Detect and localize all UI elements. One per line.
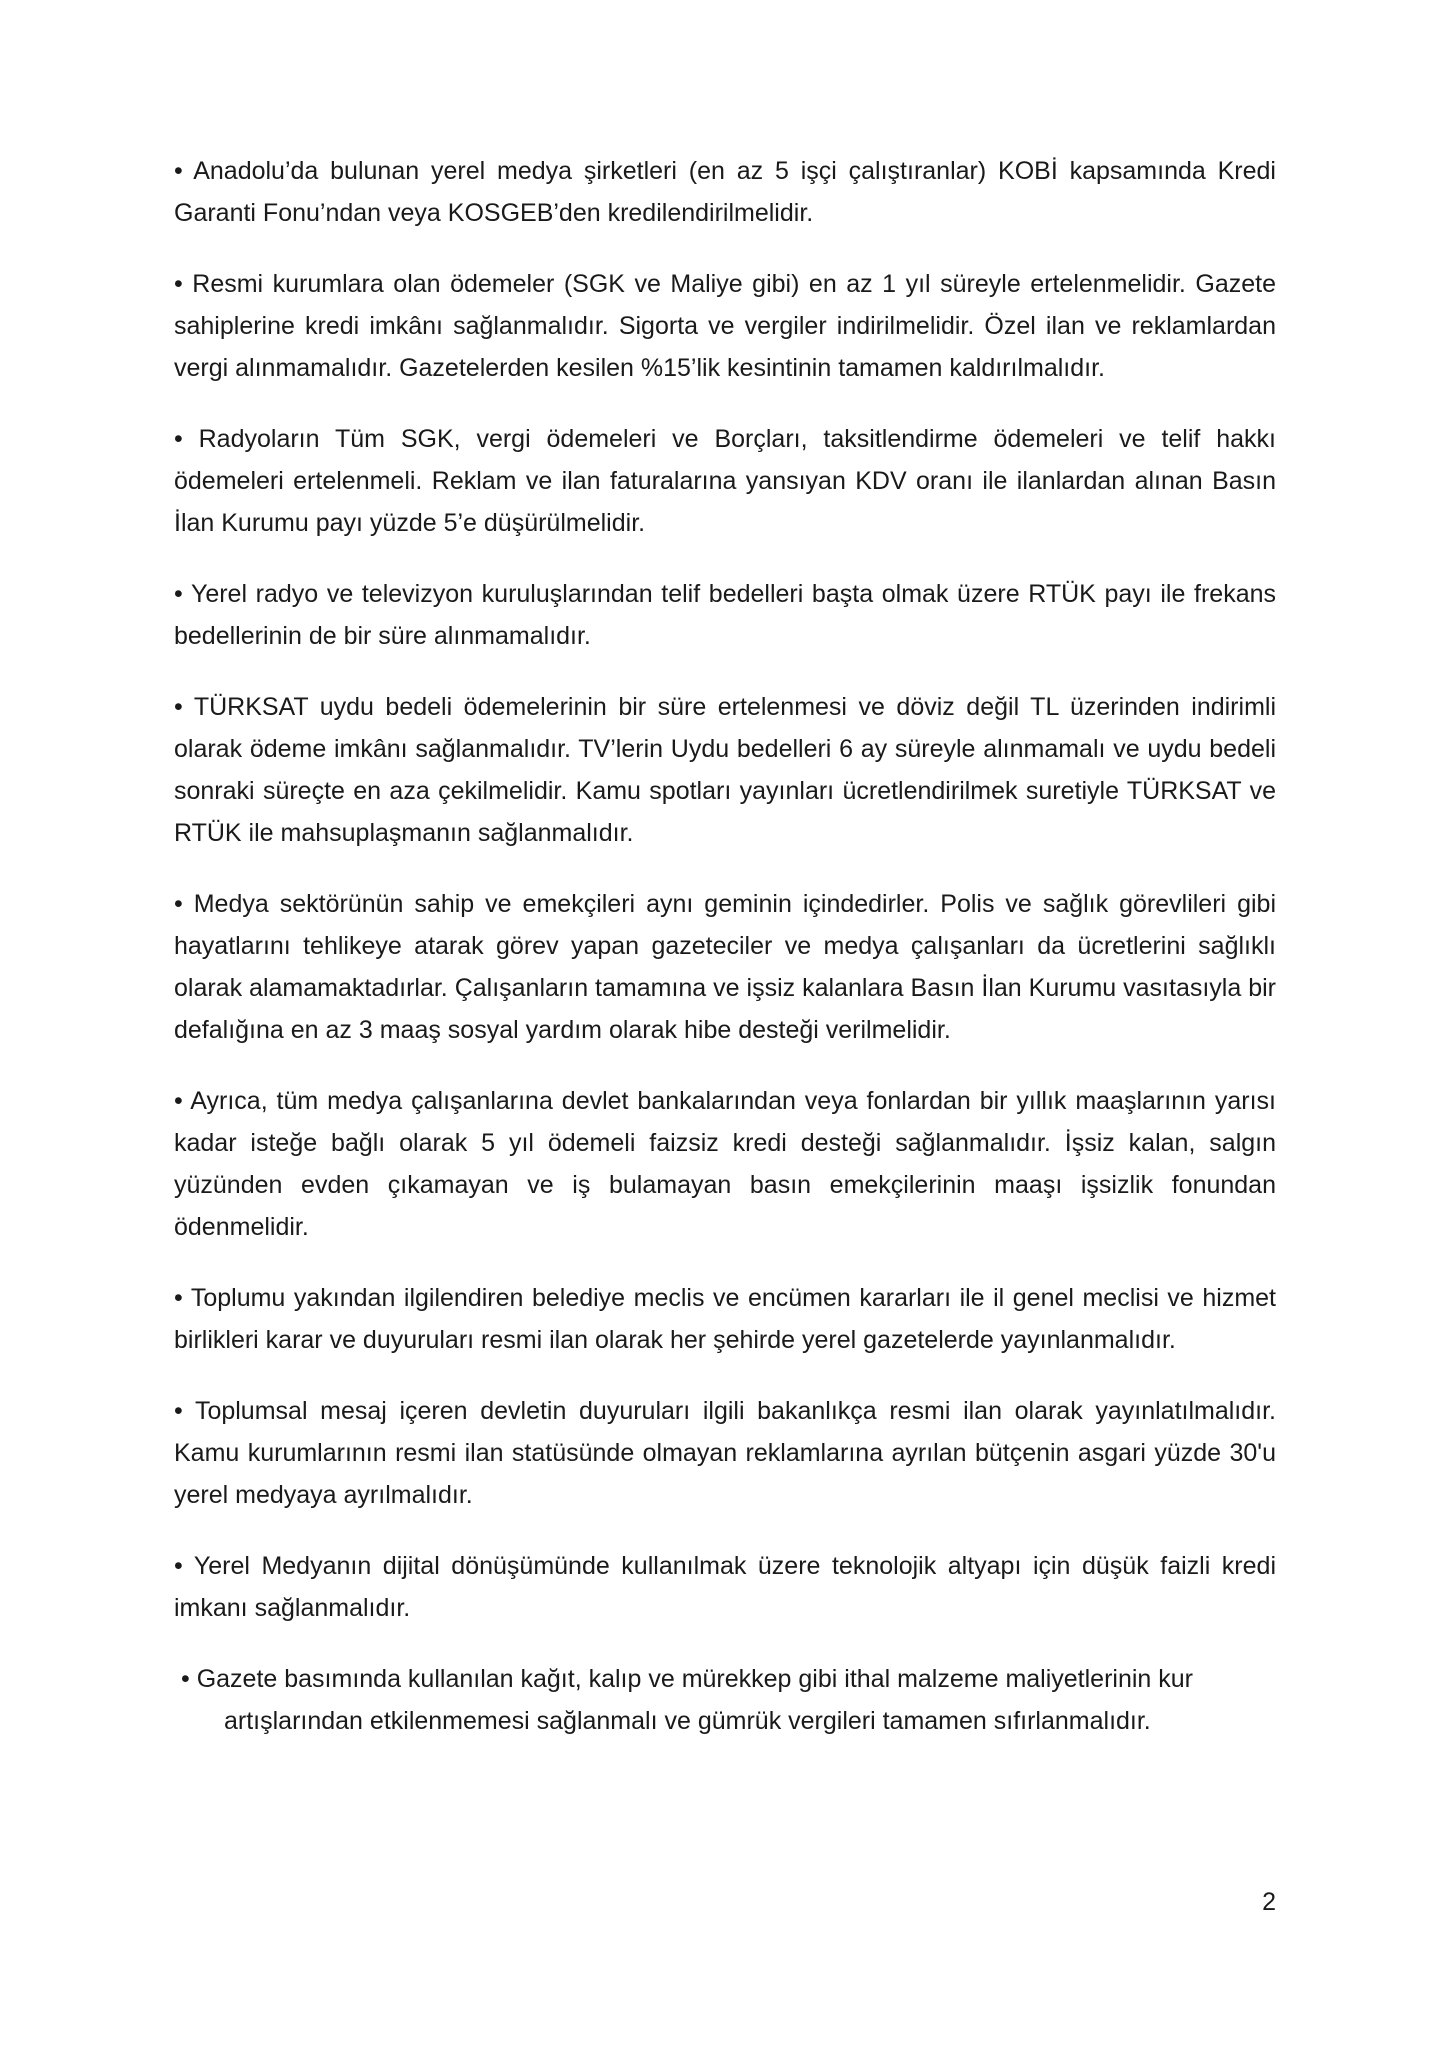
- paragraph-1: • Anadolu’da bulunan yerel medya şirketleri (en az 5 işçi çalıştıranlar) KOBİ kapsamında Kredi Garanti Fonu’ndan veya KOSGEB’den kredilendirilmelidir.: [174, 157, 1276, 227]
- paragraph-6: • Medya sektörünün sahip ve emekçileri aynı geminin içindedirler. Polis ve sağlık görevlileri gibi hayatlarını tehlikeye atarak görev yapan gazeteciler ve medya çalışanları da ücretlerini sağlıklı olarak alamamaktadırlar. Çalışanların tamamına ve işsiz kalanlara Basın İlan Kurumu vasıtasıyla bir defalığına en az 3 maaş sosyal yardım olarak hibe desteği verilmelidir.: [174, 890, 1276, 1044]
- paragraph-7: • Ayrıca, tüm medya çalışanlarına devlet bankalarından veya fonlardan bir yıllık maaşlarının yarısı kadar isteğe bağlı olarak 5 yıl ödemeli faizsiz kredi desteği sağlanmalıdır. İşsiz kalan, salgın yüzünden evden çıkamayan ve iş bulamayan basın emekçilerinin maaşı işsizlik fonundan ödenmelidir.: [174, 1087, 1276, 1241]
- paragraph-2: • Resmi kurumlara olan ödemeler (SGK ve Maliye gibi) en az 1 yıl süreyle ertelenmelidir. Gazete sahiplerine kredi imkânı sağlanmalıdır. Sigorta ve vergiler indirilmelidir. Özel ilan ve reklamlardan vergi alınmamalıdır. Gazetelerden kesilen %15’lik kesintinin tamamen kaldırılmalıdır.: [174, 270, 1276, 382]
- paragraph-10: • Yerel Medyanın dijital dönüşümünde kullanılmak üzere teknolojik altyapı için düşük faizli kredi imkanı sağlanmalıdır.: [174, 1552, 1276, 1622]
- paragraph-3: • Radyoların Tüm SGK, vergi ödemeleri ve Borçları, taksitlendirme ödemeleri ve telif hakkı ödemeleri ertelenmeli. Reklam ve ilan faturalarına yansıyan KDV oranı ile ilanlardan alınan Basın İlan Kurumu payı yüzde 5’e düşürülmelidir.: [174, 425, 1276, 537]
- document-body: [174, 150, 1276, 1771]
- paragraph-8: • Toplumu yakından ilgilendiren belediye meclis ve encümen kararları ile il genel meclisi ve hizmet birlikleri karar ve duyuruları resmi ilan olarak her şehirde yerel gazetelerde yayınlanmalıdır.: [174, 1284, 1276, 1354]
- paragraph-5: • TÜRKSAT uydu bedeli ödemelerinin bir süre ertelenmesi ve döviz değil TL üzerinden indirimli olarak ödeme imkânı sağlanmalıdır. TV’lerin Uydu bedelleri 6 ay süreyle alınmamalı ve uydu bedeli sonraki süreçte en aza çekilmelidir. Kamu spotları yayınları ücretlendirilmek suretiyle TÜRKSAT ve RTÜK ile mahsuplaşmanın sağlanmalıdır.: [174, 693, 1276, 847]
- paragraph-11: • Gazete basımında kullanılan kağıt, kalıp ve mürekkep gibi ithal malzeme maliyetlerinin kur artışlarından etkilenmemesi sağlanmalı ve gümrük vergileri tamamen sıfırlanmalıdır.: [181, 1665, 1193, 1735]
- paragraph-9: • Toplumsal mesaj içeren devletin duyuruları ilgili bakanlıkça resmi ilan olarak yayınlatılmalıdır. Kamu kurumlarının resmi ilan statüsünde olmayan reklamlarına ayrılan bütçenin asgari yüzde 30'u yerel medyaya ayrılmalıdır.: [174, 1397, 1276, 1509]
- paragraph-4: • Yerel radyo ve televizyon kuruluşlarından telif bedelleri başta olmak üzere RTÜK payı ile frekans bedellerinin de bir süre alınmamalıdır.: [174, 580, 1276, 650]
- page-number: 2: [1262, 1888, 1276, 1916]
